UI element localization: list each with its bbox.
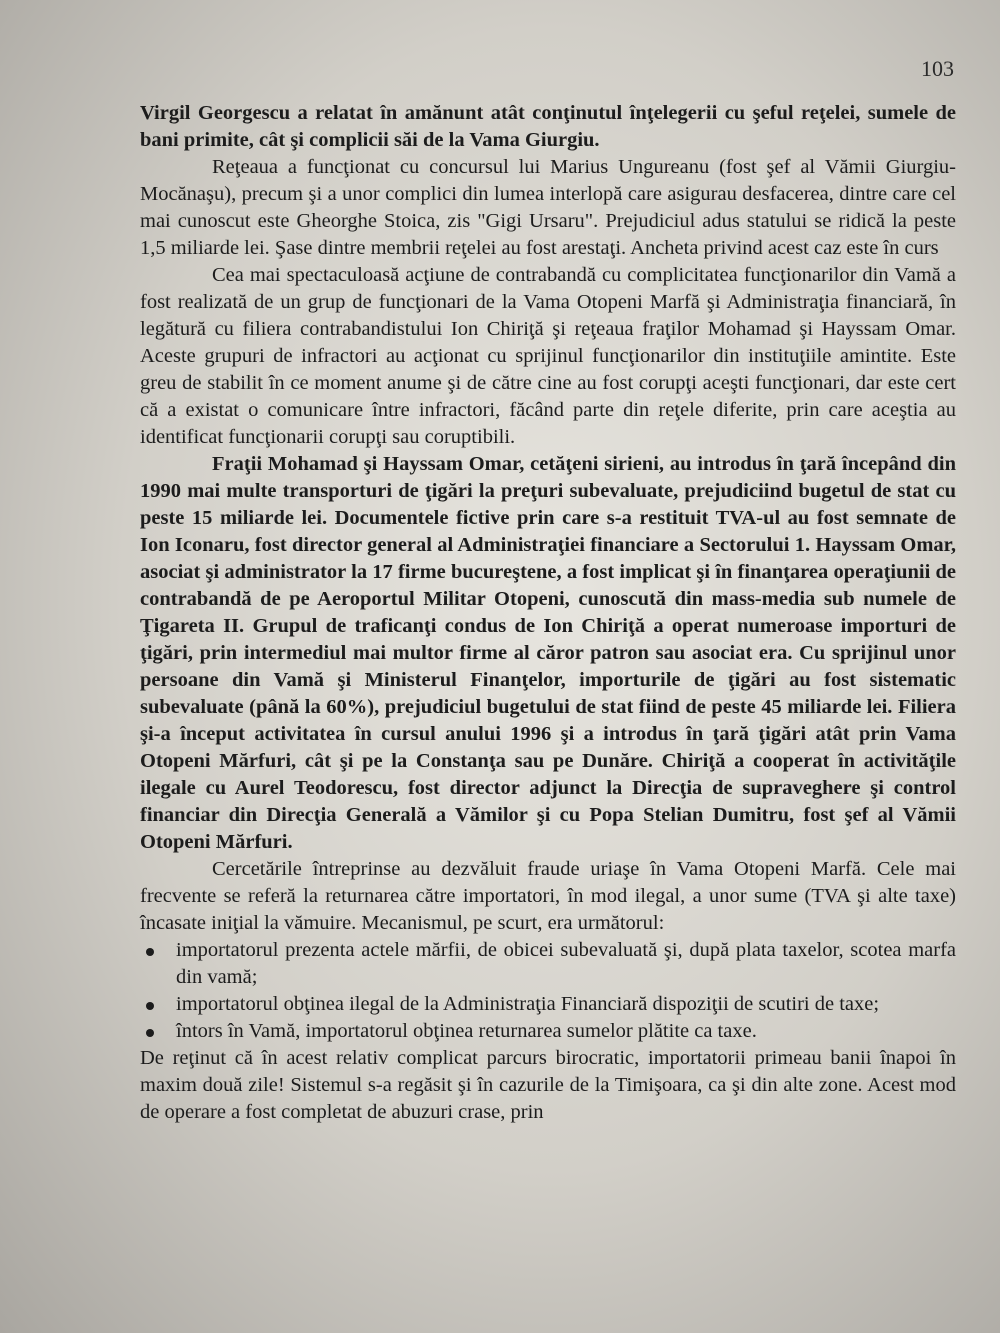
list-item-text: importatorul prezenta actele mărfii, de obicei subevaluată şi, după plata taxelor, scotea marfa din vamă; (176, 939, 956, 988)
list-item-text: importatorul obţinea ilegal de la Administraţia Financiară dispoziţii de scutiri de taxe; (176, 993, 880, 1015)
page-number: 103 (921, 56, 954, 81)
bullet-icon (146, 1029, 154, 1037)
bullet-icon (146, 1002, 154, 1010)
list-item (140, 937, 956, 991)
paragraph-georgescu: Virgil Georgescu a relatat în amănunt atât conţinutul înţelegerii cu şeful reţelei, sumele de bani primite, cât şi complicii săi de la Vama Giurgiu. (140, 102, 956, 151)
mechanism-list (140, 937, 956, 1045)
paragraph-conclusion: De reţinut că în acest relativ complicat parcurs birocratic, importatorii primeau banii înapoi în maxim două zile! Sistemul s-a regăsit şi în cazurile de la Timişoara, ca şi din alte zone. Acest mod de operare a fost completat de abuzuri crase, prin (140, 1047, 956, 1123)
page-text (140, 100, 956, 1126)
bullet-icon (146, 948, 154, 956)
paragraph-giurgiu-network: Reţeaua a funcţionat cu concursul lui Marius Ungureanu (fost şef al Vămii Giurgiu-Mocănaşu), precum şi a unor complici din lumea interlopă care asigurau desfacerea, dintre care cel mai cunoscut este Gheorghe Stoica, zis "Gigi Ursaru". Prejudiciul adus statului se ridică la peste 1,5 miliarde lei. Şase dintre membrii reţelei au fost arestaţi. Ancheta privind acest caz este în curs (140, 156, 956, 259)
paragraph-investigations: Cercetările întreprinse au dezvăluit fraude uriaşe în Vama Otopeni Marfă. Cele mai frecvente se referă la returnarea către importatori, în mod ilegal, a unor sume (TVA şi alte taxe) încasate iniţial la vămuire. Mecanismul, pe scurt, era următorul: (140, 858, 956, 934)
list-item (140, 1018, 956, 1045)
list-item-text: întors în Vamă, importatorul obţinea returnarea sumelor plătite ca taxe. (176, 1020, 757, 1042)
list-item (140, 991, 956, 1018)
paragraph-omar-brothers: Fraţii Mohamad şi Hayssam Omar, cetăţeni sirieni, au introdus în ţară începând din 1990 mai multe transporturi de ţigări la preţuri subevaluate, prejudiciind bugetul de stat cu peste 15 miliarde lei. Documentele fictive prin care s-a restituit TVA-ul au fost semnate de Ion Iconaru, fost director general al Administraţiei financiare a Sectorului 1. Hayssam Omar, asociat şi administrator la 17 firme bucureştene, a fost implicat şi în finanţarea operaţiunii de contrabandă de pe Aeroportul Militar Otopeni, cunoscută din mass-media sub numele de Ţigareta II. Grupul de traficanţi condus de Ion Chiriţă a operat numeroase importuri de ţigări, prin intermediul mai multor firme al căror patron sau asociat era. Cu sprijinul unor persoane din Vamă şi Ministerul Finanţelor, importurile de ţigări au fost sistematic subevaluate (până la 60%), prejudiciul bugetului de stat fiind de peste 45 miliarde lei. Filiera şi-a început activitatea în cursul anului 1996 şi a introdus în ţară ţigări atât prin Vama Otopeni Mărfuri, cât şi pe la Constanţa sau pe Dunăre. Chiriţă a cooperat în activităţile ilegale cu Aurel Teodorescu, fost director adjunct la Direcţia de supraveghere şi control financiar din Direcţia Generală a Vămilor şi cu Popa Stelian Dumitru, fost şef al Vămii Otopeni Mărfuri. (140, 453, 956, 853)
paragraph-otopeni-contraband: Cea mai spectaculoasă acţiune de contrabandă cu complicitatea funcţionarilor din Vamă a fost realizată de un grup de funcţionari de la Vama Otopeni Marfă şi Administraţia financiară, în legătură cu filiera contrabandistului Ion Chiriţă şi reţeaua fraţilor Mohamad şi Hayssam Omar. Aceste grupuri de infractori au acţionat cu sprijinul funcţionarilor din instituţiile amintite. Este greu de stabilit în ce moment anume şi de către cine au fost corupţi aceşti funcţionari, dar este cert că a existat o comunicare între infractori, făcând parte din reţele diferite, prin care aceştia au identificat funcţionarii corupţi sau coruptibili. (140, 264, 956, 448)
